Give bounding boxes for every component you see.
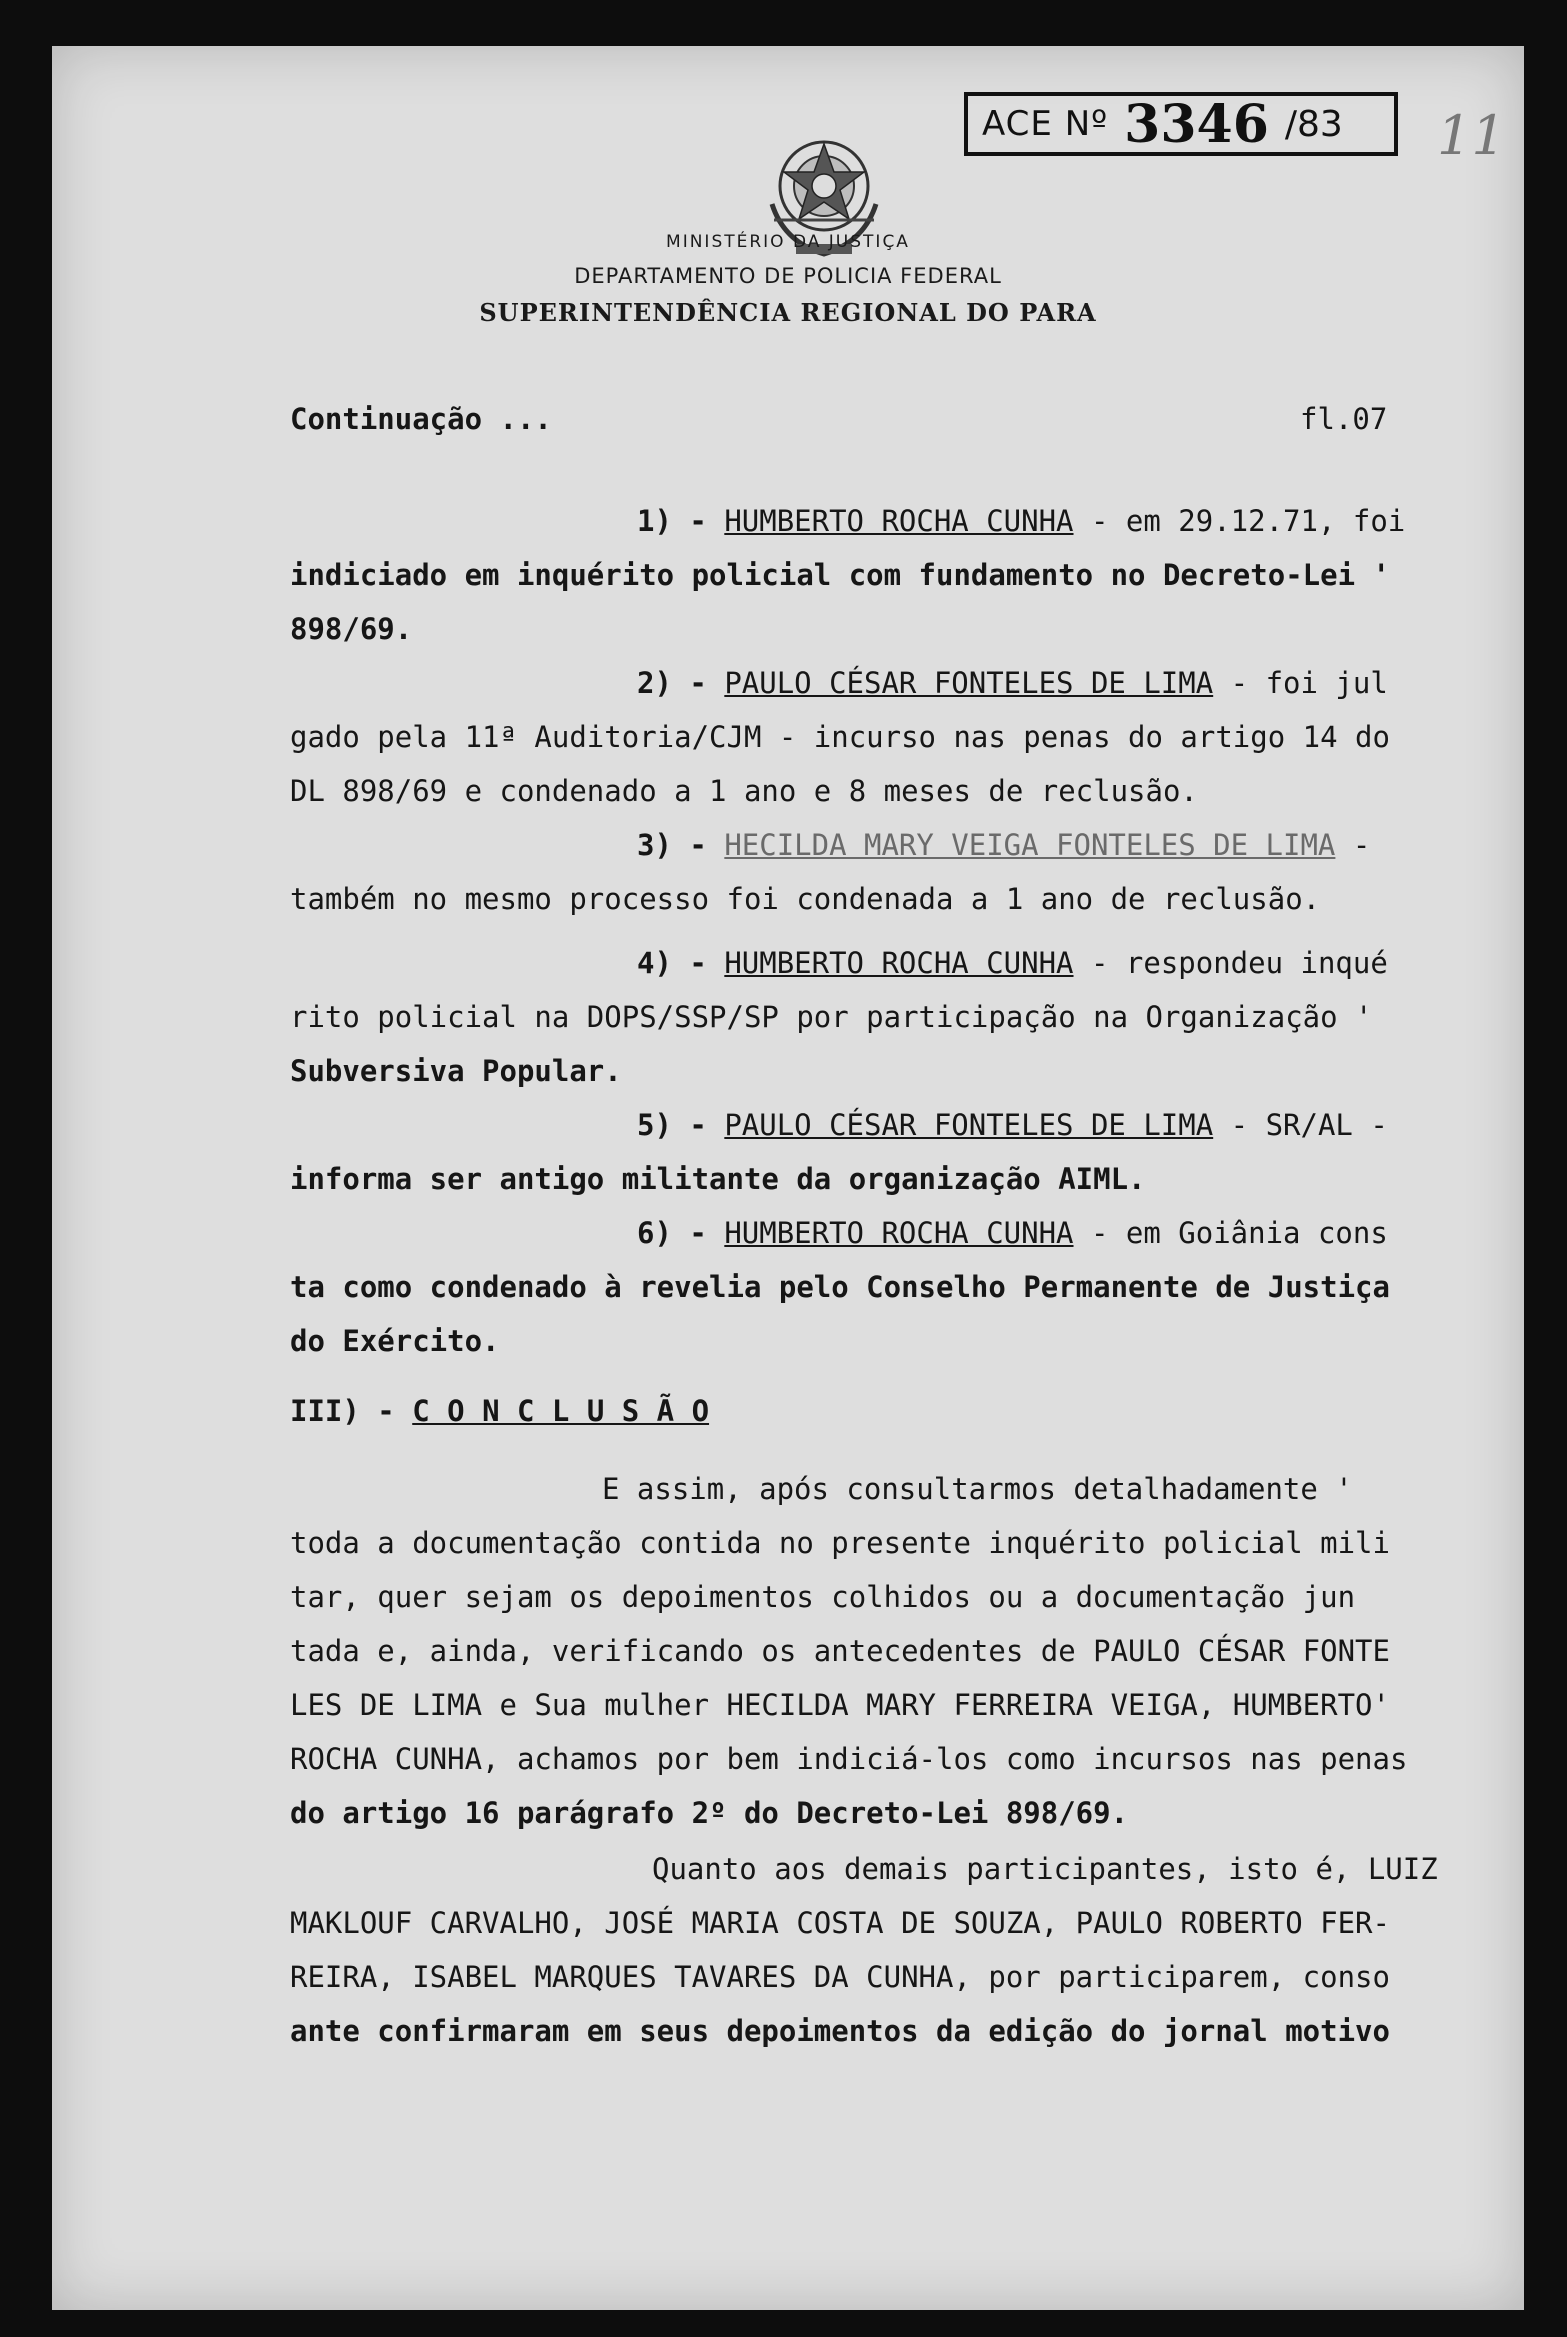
- item-3-rest: -: [1352, 828, 1371, 862]
- item-3-name: HECILDA MARY VEIGA FONTELES DE LIMA: [724, 828, 1336, 862]
- section-title: C O N C L U S Ã O: [412, 1394, 710, 1428]
- item-5-rest: - SR/AL -: [1230, 1108, 1388, 1142]
- continuation-label: Continuação ...: [290, 402, 552, 436]
- ministry-heading: MINISTÉRIO DA JUSTIÇA: [666, 232, 910, 252]
- paragraph-line: toda a documentação contida no presente inquérito policial mili: [290, 1526, 1390, 1560]
- item-3-line: também no mesmo processo foi condenada a 1 ano de reclusão.: [290, 882, 1321, 916]
- item-4-first-line: [637, 946, 1388, 980]
- section-prefix: III) -: [290, 1394, 395, 1428]
- item-5-name: PAULO CÉSAR FONTELES DE LIMA: [724, 1108, 1214, 1142]
- item-1-line: indiciado em inquérito policial com fundamento no Decreto-Lei ': [290, 558, 1390, 592]
- paragraph-line: MAKLOUF CARVALHO, JOSÉ MARIA COSTA DE SOUZA, PAULO ROBERTO FER-: [290, 1906, 1390, 1940]
- item-6-first-line: [637, 1216, 1388, 1250]
- ace-stamp-label: ACE Nº: [982, 104, 1109, 144]
- item-6-line: do Exército.: [290, 1324, 500, 1358]
- paragraph-line: tar, quer sejam os depoimentos colhidos ou a documentação jun: [290, 1580, 1356, 1614]
- item-2-name: PAULO CÉSAR FONTELES DE LIMA: [724, 666, 1214, 700]
- ace-stamp: [964, 92, 1398, 156]
- item-4-number: 4) -: [637, 946, 707, 980]
- item-2-line: DL 898/69 e condenado a 1 ano e 8 meses de reclusão.: [290, 774, 1198, 808]
- item-3-number: 3) -: [637, 828, 707, 862]
- item-5-first-line: [637, 1108, 1388, 1142]
- paragraph-line: LES DE LIMA e Sua mulher HECILDA MARY FERREIRA VEIGA, HUMBERTO': [290, 1688, 1390, 1722]
- section-heading: [290, 1394, 709, 1428]
- item-2-rest: - foi jul: [1230, 666, 1388, 700]
- department-heading: DEPARTAMENTO DE POLICIA FEDERAL: [574, 264, 1002, 288]
- item-4-line: rito policial na DOPS/SSP/SP por participação na Organização ': [290, 1000, 1373, 1034]
- folio-number: fl.07: [1300, 402, 1388, 436]
- ace-stamp-number: 3346: [1124, 93, 1269, 155]
- paragraph-line: E assim, após consultarmos detalhadamente ': [602, 1472, 1353, 1506]
- item-4-line: Subversiva Popular.: [290, 1054, 622, 1088]
- item-5-line: informa ser antigo militante da organização AIML.: [290, 1162, 1146, 1196]
- item-6-line: ta como condenado à revelia pelo Conselho Permanente de Justiça: [290, 1270, 1390, 1304]
- document-page: [52, 46, 1524, 2310]
- item-1-name: HUMBERTO ROCHA CUNHA: [724, 504, 1074, 538]
- item-1-rest: - em 29.12.71, foi: [1090, 504, 1406, 538]
- ace-stamp-year: /83: [1284, 103, 1343, 145]
- item-1-line: 898/69.: [290, 612, 413, 646]
- superintendency-heading: SUPERINTENDÊNCIA REGIONAL DO PARA: [479, 298, 1097, 327]
- pencil-mark: 11: [1437, 104, 1506, 167]
- paragraph-line: ROCHA CUNHA, achamos por bem indiciá-los como incursos nas penas: [290, 1742, 1408, 1776]
- paragraph-line: REIRA, ISABEL MARQUES TAVARES DA CUNHA, por participarem, conso: [290, 1960, 1390, 1994]
- item-4-name: HUMBERTO ROCHA CUNHA: [724, 946, 1074, 980]
- item-3-first-line: [637, 828, 1370, 862]
- paragraph-line: ante confirmaram em seus depoimentos da edição do jornal motivo: [290, 2014, 1390, 2048]
- item-2-first-line: [637, 666, 1388, 700]
- paragraph-line: Quanto aos demais participantes, isto é, LUIZ: [652, 1852, 1438, 1886]
- item-1-first-line: [637, 504, 1405, 538]
- item-1-number: 1) -: [637, 504, 707, 538]
- item-6-name: HUMBERTO ROCHA CUNHA: [724, 1216, 1074, 1250]
- paragraph-line: tada e, ainda, verificando os antecedentes de PAULO CÉSAR FONTE: [290, 1634, 1390, 1668]
- paragraph-line: do artigo 16 parágrafo 2º do Decreto-Lei 898/69.: [290, 1796, 1129, 1830]
- item-4-rest: - respondeu inqué: [1090, 946, 1388, 980]
- item-2-number: 2) -: [637, 666, 707, 700]
- item-6-rest: - em Goiânia cons: [1090, 1216, 1388, 1250]
- item-2-line: gado pela 11ª Auditoria/CJM - incurso nas penas do artigo 14 do: [290, 720, 1390, 754]
- item-5-number: 5) -: [637, 1108, 707, 1142]
- item-6-number: 6) -: [637, 1216, 707, 1250]
